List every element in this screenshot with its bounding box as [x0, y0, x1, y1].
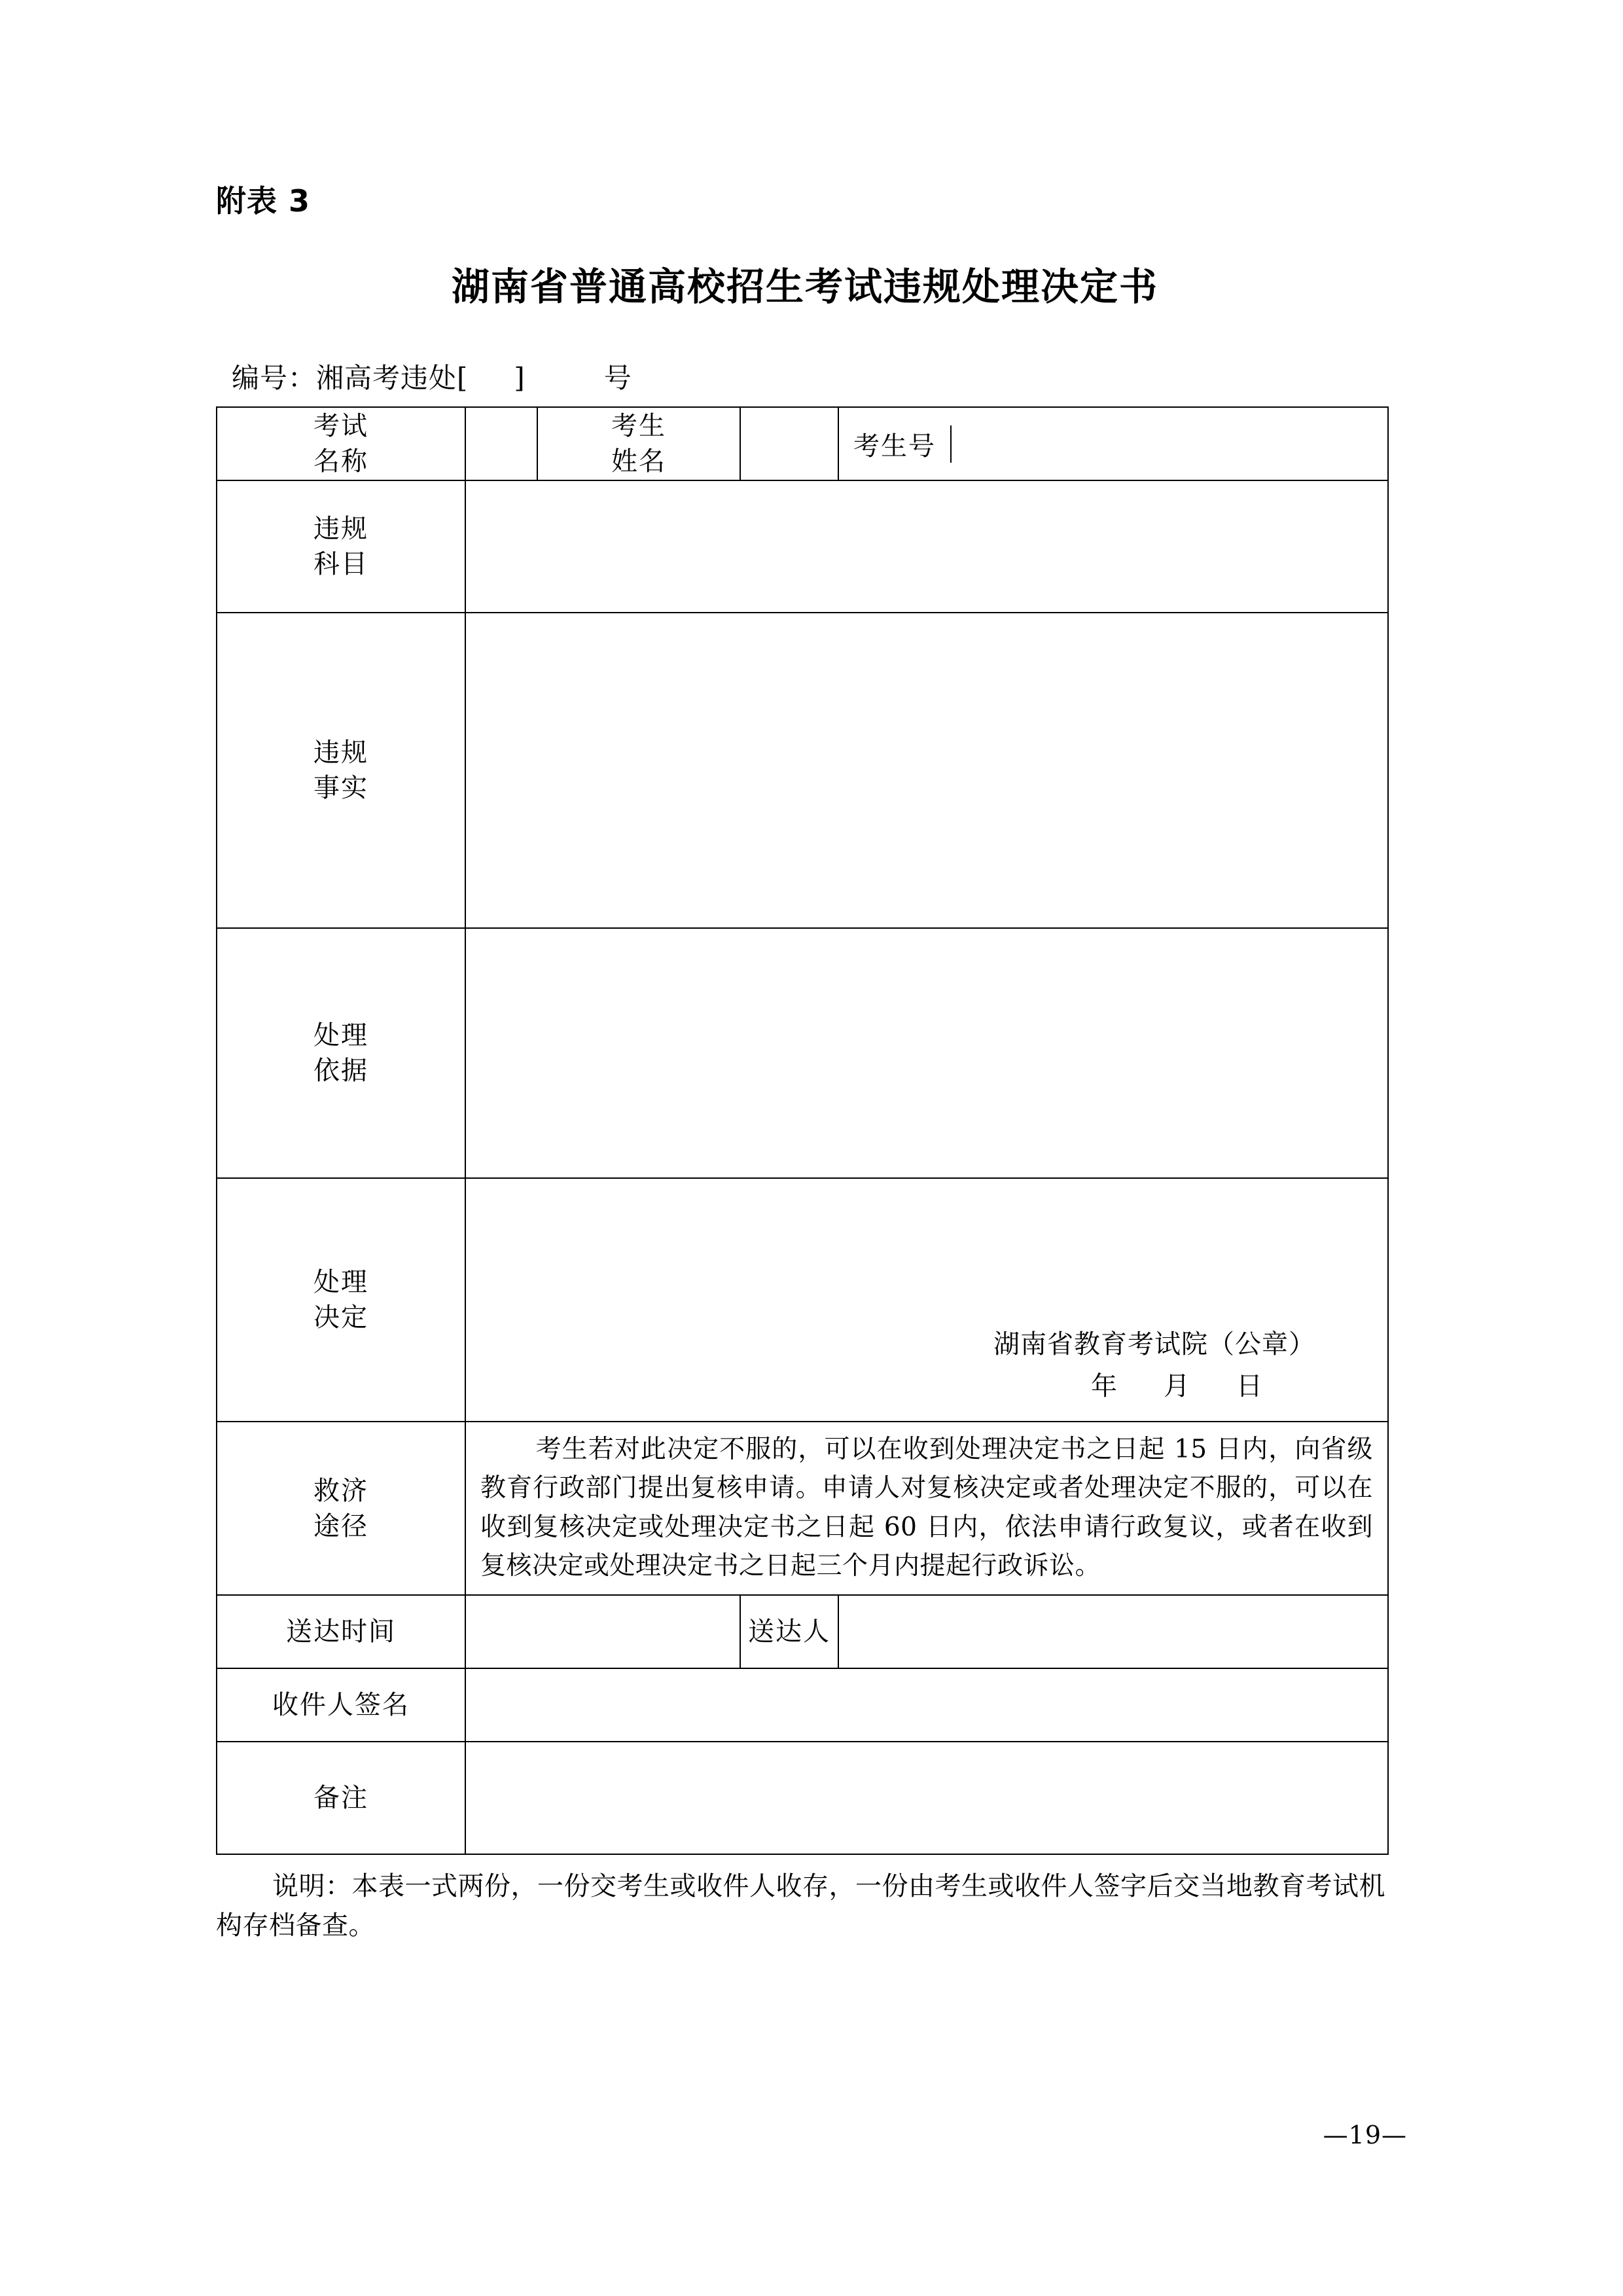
label-candidate-no: 考生号 [839, 425, 951, 463]
table-row-receiver [217, 1668, 1388, 1742]
table-row-delivery [217, 1595, 1388, 1668]
value-remedy-channel [465, 1422, 1388, 1595]
value-receiver-signature[interactable] [465, 1668, 1388, 1742]
seal-label: 湖南省教育考试院（公章） [993, 1329, 1315, 1360]
document-content [216, 183, 1394, 1945]
label-receiver-signature: 收件人签名 [217, 1668, 465, 1742]
form-note-text: 说明：本表一式两份，一份交考生或收件人收存，一份由考生或收件人签字后交当地教育考试机构存档备查。 [216, 1871, 1385, 1941]
table-row-subject [217, 480, 1388, 613]
label-candidate-name: 考生 姓名 [537, 407, 740, 480]
remedy-text-body: 考生若对此决定不服的，可以在收到处理决定书之日起 15 日内，向省级教育行政部门提出复核申请。申请人对复核决定或者处理决定不服的，可以在收到复核决定或处理决定书之日起 60 日内，依法申请行政复议，或者在收到复核决定或处理决定书之日起三个月内提起行政诉讼。 [480, 1435, 1373, 1581]
value-handling-decision[interactable] [465, 1178, 1388, 1422]
violation-decision-form [216, 406, 1389, 1855]
value-delivery-time[interactable] [465, 1595, 740, 1668]
page-number: —19— [1323, 2121, 1407, 2149]
value-exam-name[interactable] [465, 407, 537, 480]
decision-seal-block [466, 1179, 1387, 1421]
table-row-facts [217, 613, 1388, 928]
table-row-remark [217, 1742, 1388, 1854]
serial-suffix: 号 [603, 362, 632, 395]
date-year-label: 年 [1091, 1371, 1118, 1402]
value-delivery-person[interactable] [838, 1595, 1388, 1668]
label-remark: 备注 [217, 1742, 465, 1854]
table-row-basis [217, 928, 1388, 1178]
attachment-label: 附表 3 [216, 183, 311, 219]
label-handling-basis: 处理 依据 [217, 928, 465, 1178]
value-handling-basis[interactable] [465, 928, 1388, 1178]
label-violation-subject: 违规 科目 [217, 480, 465, 613]
value-violation-subject[interactable] [465, 480, 1388, 613]
table-row-exam [217, 407, 1388, 480]
label-handling-decision: 处理 决定 [217, 1178, 465, 1422]
value-candidate-name[interactable] [740, 407, 838, 480]
label-violation-facts: 违规 事实 [217, 613, 465, 928]
date-day-label: 日 [1236, 1371, 1263, 1402]
value-violation-facts[interactable] [465, 613, 1388, 928]
remedy-text [466, 1422, 1387, 1594]
label-delivery-person: 送达人 [740, 1595, 838, 1668]
serial-number-line [216, 357, 1394, 396]
label-remedy-channel: 救济 途径 [217, 1422, 465, 1595]
cell-candidate-no-group [838, 407, 1388, 480]
label-exam-name: 考试 名称 [217, 407, 465, 480]
date-month-label: 月 [1164, 1371, 1190, 1402]
label-delivery-time: 送达时间 [217, 1595, 465, 1668]
serial-prefix: 编号：湘高考违处[ [232, 362, 469, 395]
table-row-remedy [217, 1422, 1388, 1595]
serial-bracket-close: ] [514, 362, 526, 395]
value-candidate-no[interactable] [951, 425, 1387, 463]
document-title: 湖南省普通高校招生考试违规处理决定书 [451, 264, 1158, 310]
form-note [216, 1867, 1394, 1945]
table-row-decision [217, 1178, 1388, 1422]
value-remark[interactable] [465, 1742, 1388, 1854]
decision-date-line [1091, 1365, 1263, 1403]
